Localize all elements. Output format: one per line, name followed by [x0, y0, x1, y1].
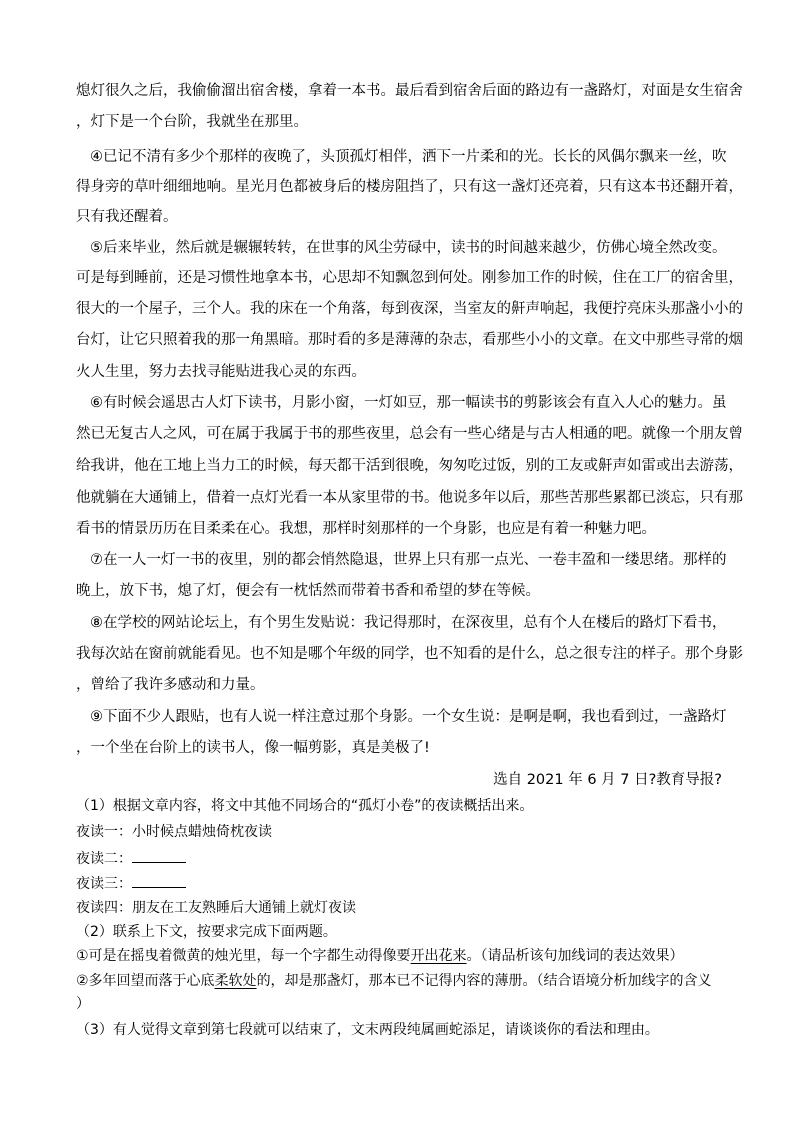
paragraph-6-line: ⑥有时候会遥思古人灯下读书，月影小窗，一灯如豆，那一幅读书的剪影该会有直入人心的魅力。虽	[90, 395, 727, 411]
paragraph-9-line: ⑨下面不少人跟贴，也有人说一样注意过那个身影。一个女生说：是啊是啊，我也看到过，一盏路灯	[90, 709, 727, 725]
question-2b-instruction: 的，却是那盏灯，那本已不记得内容的薄册。（结合语境分析加线字的含义	[256, 973, 712, 989]
question-3: （3）有人觉得文章到第七段就可以结束了，文末两段纯属画蛇添足，请谈谈你的看法和理由。	[76, 1022, 659, 1038]
passage-line: ，曾给了我许多感动和力量。	[76, 677, 265, 693]
question-2a-text: ①可是在摇曳着微黄的烛光里，每一个字都生动得像要	[76, 948, 411, 964]
passage-line: 可是每到睡前，还是习惯性地拿本书，心思却不知飘忽到何处。刚参加工作的时候，住在工厂的宿舍里，	[76, 270, 743, 286]
source-citation: 选自 2021 年 6 月 7 日?教育导报?	[493, 772, 722, 788]
answer-blank[interactable]	[132, 848, 186, 863]
passage-line: 得身旁的草叶细细地响。星光月色都被身后的楼房阻挡了，只有这一盏灯还亮着，只有这本书还翻开着，	[76, 179, 743, 195]
night-reading-3	[76, 873, 722, 894]
passage-line: ，一个坐在台阶上的读书人，像一幅剪影，真是美极了!	[76, 740, 430, 756]
underlined-phrase: 柔软处	[214, 973, 257, 989]
passage-line: 熄灯很久之后，我偷偷溜出宿舍楼，拿着一本书。最后看到宿舍后面的路边有一盏路灯，对面是女生宿舍	[76, 83, 743, 99]
passage-line: 然已无复古人之风，可在属于我属于书的那些夜里，总会有一些心绪是与古人相通的吧。就像一个朋友曾	[76, 426, 743, 442]
answer-blank[interactable]	[132, 873, 186, 888]
paragraph-5-line: ⑤后来毕业，然后就是辗辗转转，在世事的风尘劳碌中，读书的时间越来越少，仿佛心境全然改变。	[90, 240, 727, 256]
question-2b-text: ②多年回望而落于心底	[76, 973, 215, 989]
night-reading-2-label: 夜读二：	[76, 851, 132, 867]
question-2: （2）联系上下文，按要求完成下面两题。	[76, 924, 337, 940]
passage-line: ，灯下是一个台阶，我就坐在那里。	[76, 114, 308, 130]
underlined-phrase: 开出花来	[410, 948, 467, 964]
passage-line: 火人生里，努力去找寻能贴进我心灵的东西。	[76, 364, 366, 380]
paragraph-4-line: ④已记不清有多少个那样的夜晚了，头顶孤灯相伴，洒下一片柔和的光。长长的风偶尔飘来一丝，吹	[90, 149, 727, 165]
passage-line: 晚上，放下书，熄了灯，便会有一枕恬然而带着书香和希望的梦在等候。	[76, 583, 540, 599]
passage-line: 台灯，让它只照着我的那一角黑暗。那时看的多是薄薄的杂志，看那些小小的文章。在文中那些寻常的烟	[76, 332, 743, 348]
question-2b	[76, 971, 722, 991]
question-2b-closing: ）	[76, 996, 90, 1012]
paragraph-8-line: ⑧在学校的网站论坛上，有个男生发贴说：我记得那时，在深夜里，总有个人在楼后的路灯下看书，	[90, 615, 727, 631]
question-1: （1）根据文章内容，将文中其他不同场合的“孤灯小卷”的夜读概括出来。	[76, 798, 534, 814]
passage-line: 给我讲，他在工地上当力工的时候，每天都干活到很晚，匆匆吃过饭，别的工友或鼾声如雷或出去游荡，	[76, 458, 743, 474]
night-reading-2	[76, 848, 722, 869]
passage-line: 很大的一个屋子，三个人。我的床在一个角落，每到夜深，当室友的鼾声响起，我便拧亮床头那盏小小的	[76, 301, 743, 317]
passage-line: 他就躺在大通铺上，借着一点灯光看一本从家里带的书。他说多年以后，那些苦那些累都已淡忘，只有那	[76, 490, 743, 506]
night-reading-4: 夜读四：朋友在工友熟睡后大通铺上就灯夜读	[76, 900, 356, 916]
night-reading-1: 夜读一：小时候点蜡烛倚枕夜读	[76, 824, 272, 840]
paragraph-7-line: ⑦在一人一灯一书的夜里，别的都会悄然隐退，世界上只有那一点光、一卷丰盈和一缕思绪。那样的	[90, 552, 727, 568]
passage-line: 我每次站在窗前就能看见。也不知是哪个年级的同学，也不知看的是什么，总之很专注的样子。那个身影	[76, 646, 743, 662]
question-2a-instruction: 。（请品析该句加线词的表达效果）	[466, 948, 684, 964]
passage-line: 看书的情景历历在目柔柔在心。我想，那样时刻那样的一个身影，也应是有着一种魅力吧。	[76, 521, 656, 537]
night-reading-3-label: 夜读三：	[76, 876, 132, 892]
question-2a	[76, 946, 722, 966]
passage-line: 只有我还醒着。	[76, 209, 178, 225]
